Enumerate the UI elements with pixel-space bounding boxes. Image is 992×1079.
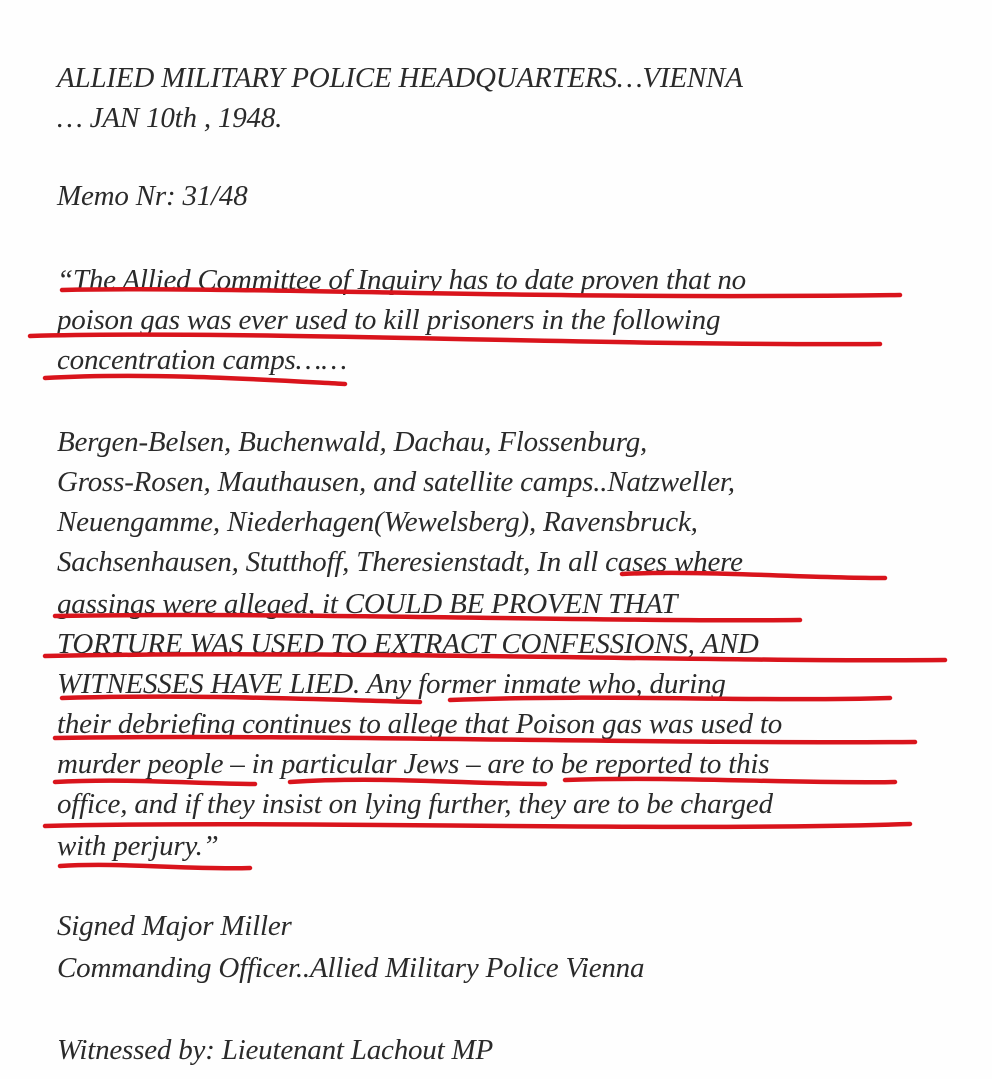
memo-number: Memo Nr: 31/48 bbox=[57, 180, 248, 212]
underline-mark bbox=[45, 824, 910, 827]
quote-line-2: poison gas was ever used to kill prisoners in the following bbox=[57, 304, 721, 336]
body-line-3: Neuengamme, Niederhagen(Wewelsberg), Ravensbruck, bbox=[57, 506, 698, 538]
memo-heading-line-2: … JAN 10th , 1948. bbox=[57, 102, 283, 134]
body-line-11: with perjury.” bbox=[57, 830, 219, 862]
witness-line: Witnessed by: Lieutenant Lachout MP bbox=[57, 1034, 493, 1066]
underline-mark bbox=[60, 865, 250, 868]
body-line-10: office, and if they insist on lying further, they are to be charged bbox=[57, 788, 773, 820]
memo-heading-line-1: ALLIED MILITARY POLICE HEADQUARTERS…VIENNA bbox=[57, 62, 743, 94]
body-line-1: Bergen-Belsen, Buchenwald, Dachau, Flossenburg, bbox=[57, 426, 648, 458]
body-line-5: gassings were alleged, it COULD BE PROVEN THAT bbox=[57, 588, 678, 620]
body-line-8: their debriefing continues to allege that Poison gas was used to bbox=[57, 708, 783, 740]
body-line-7: WITNESSES HAVE LIED. Any former inmate who, during bbox=[57, 668, 726, 700]
body-line-2: Gross-Rosen, Mauthausen, and satellite camps..Natzweller, bbox=[57, 466, 735, 498]
quote-line-1: “The Allied Committee of Inquiry has to date proven that no bbox=[57, 264, 746, 296]
body-line-9: murder people – in particular Jews – are to be reported to this bbox=[57, 748, 770, 780]
quote-line-3: concentration camps…… bbox=[57, 344, 347, 376]
signature-line-2: Commanding Officer..Allied Military Police Vienna bbox=[57, 952, 645, 984]
body-line-6: TORTURE WAS USED TO EXTRACT CONFESSIONS, AND bbox=[57, 628, 759, 660]
body-line-4: Sachsenhausen, Stutthoff, Theresienstadt, In all cases where bbox=[57, 546, 743, 578]
signature-line-1: Signed Major Miller bbox=[57, 910, 292, 942]
